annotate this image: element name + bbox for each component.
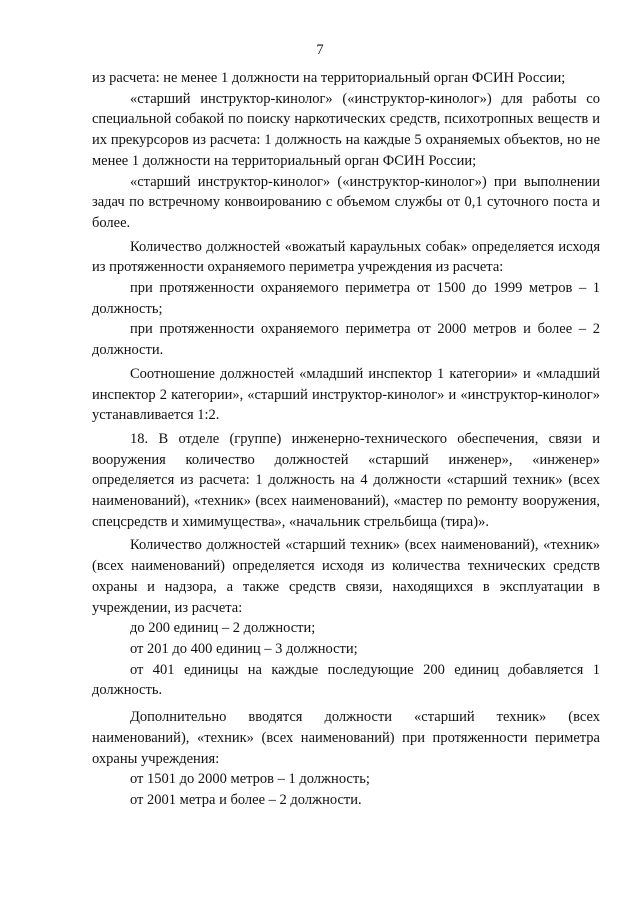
paragraph-8: 18. В отделе (группе) инженерно-технического обеспечения, связи и вооружения количество должностей «старший инженер», «инженер» определяется из расчета: 1 должность на 4 должности «старший техник» (всех наименований), «техник» (всех наименований), «мастер по ремонту вооружения, спецсредств и химимущества», «начальник стрельбища (тира)». — [92, 430, 600, 530]
paragraph-6: при протяженности охраняемого периметра от 2000 метров и более – 2 должности. — [92, 321, 600, 359]
paragraph-9: Количество должностей «старший техник» (всех наименований), «техник» (всех наименований) определяется исходя из количества технических средств охраны и надзора, а также средств связи, находящихся в эксплуатации в учреждении, из расчета: — [92, 537, 600, 616]
paragraph-4: Количество должностей «вожатый караульных собак» определяется исходя из протяженности охраняемого периметра учреждения из расчета: — [92, 238, 600, 276]
paragraph-5: при протяженности охраняемого периметра от 1500 до 1999 метров – 1 должность; — [92, 280, 600, 317]
paragraph-15: от 2001 метра и более – 2 должности. — [130, 791, 362, 808]
paragraph-1: из расчета: не менее 1 должности на территориальный орган ФСИН России; — [92, 70, 566, 86]
paragraph-11: от 201 до 400 единиц – 3 должности; — [130, 640, 358, 657]
paragraph-14: от 1501 до 2000 метров – 1 должность; — [130, 771, 370, 788]
paragraph-7: Соотношение должностей «младший инспектор 1 категории» и «младший инспектор 2 категории», «старший инструктор-кинолог» и «инструктор-кинолог» устанавливается 1:2. — [92, 365, 600, 424]
paragraph-3: «старший инструктор-кинолог» («инструктор-кинолог») при выполнении задач по встречному конвоированию с объемом службы от 0,1 суточного поста и более. — [92, 173, 600, 231]
paragraph-10: до 200 единиц – 2 должности; — [130, 620, 316, 637]
paragraph-12: от 401 единицы на каждые последующие 200 единиц добавляется 1 должность. — [92, 661, 600, 699]
paragraph-2: «старший инструктор-кинолог» («инструктор-кинолог») для работы со специальной собакой по поиску наркотических средств, психотропных веществ и их прекурсоров из расчета: 1 должность на каждые 5 охраняемых объектов, но не менее 1 должности на территориальный орган ФСИН России; — [92, 90, 600, 169]
document-body — [92, 68, 600, 811]
page-number: 7 — [316, 42, 324, 58]
paragraph-13: Дополнительно вводятся должности «старший техник» (всех наименований), «техник» (всех наименований) при протяженности периметра охраны учреждения: — [92, 709, 600, 767]
